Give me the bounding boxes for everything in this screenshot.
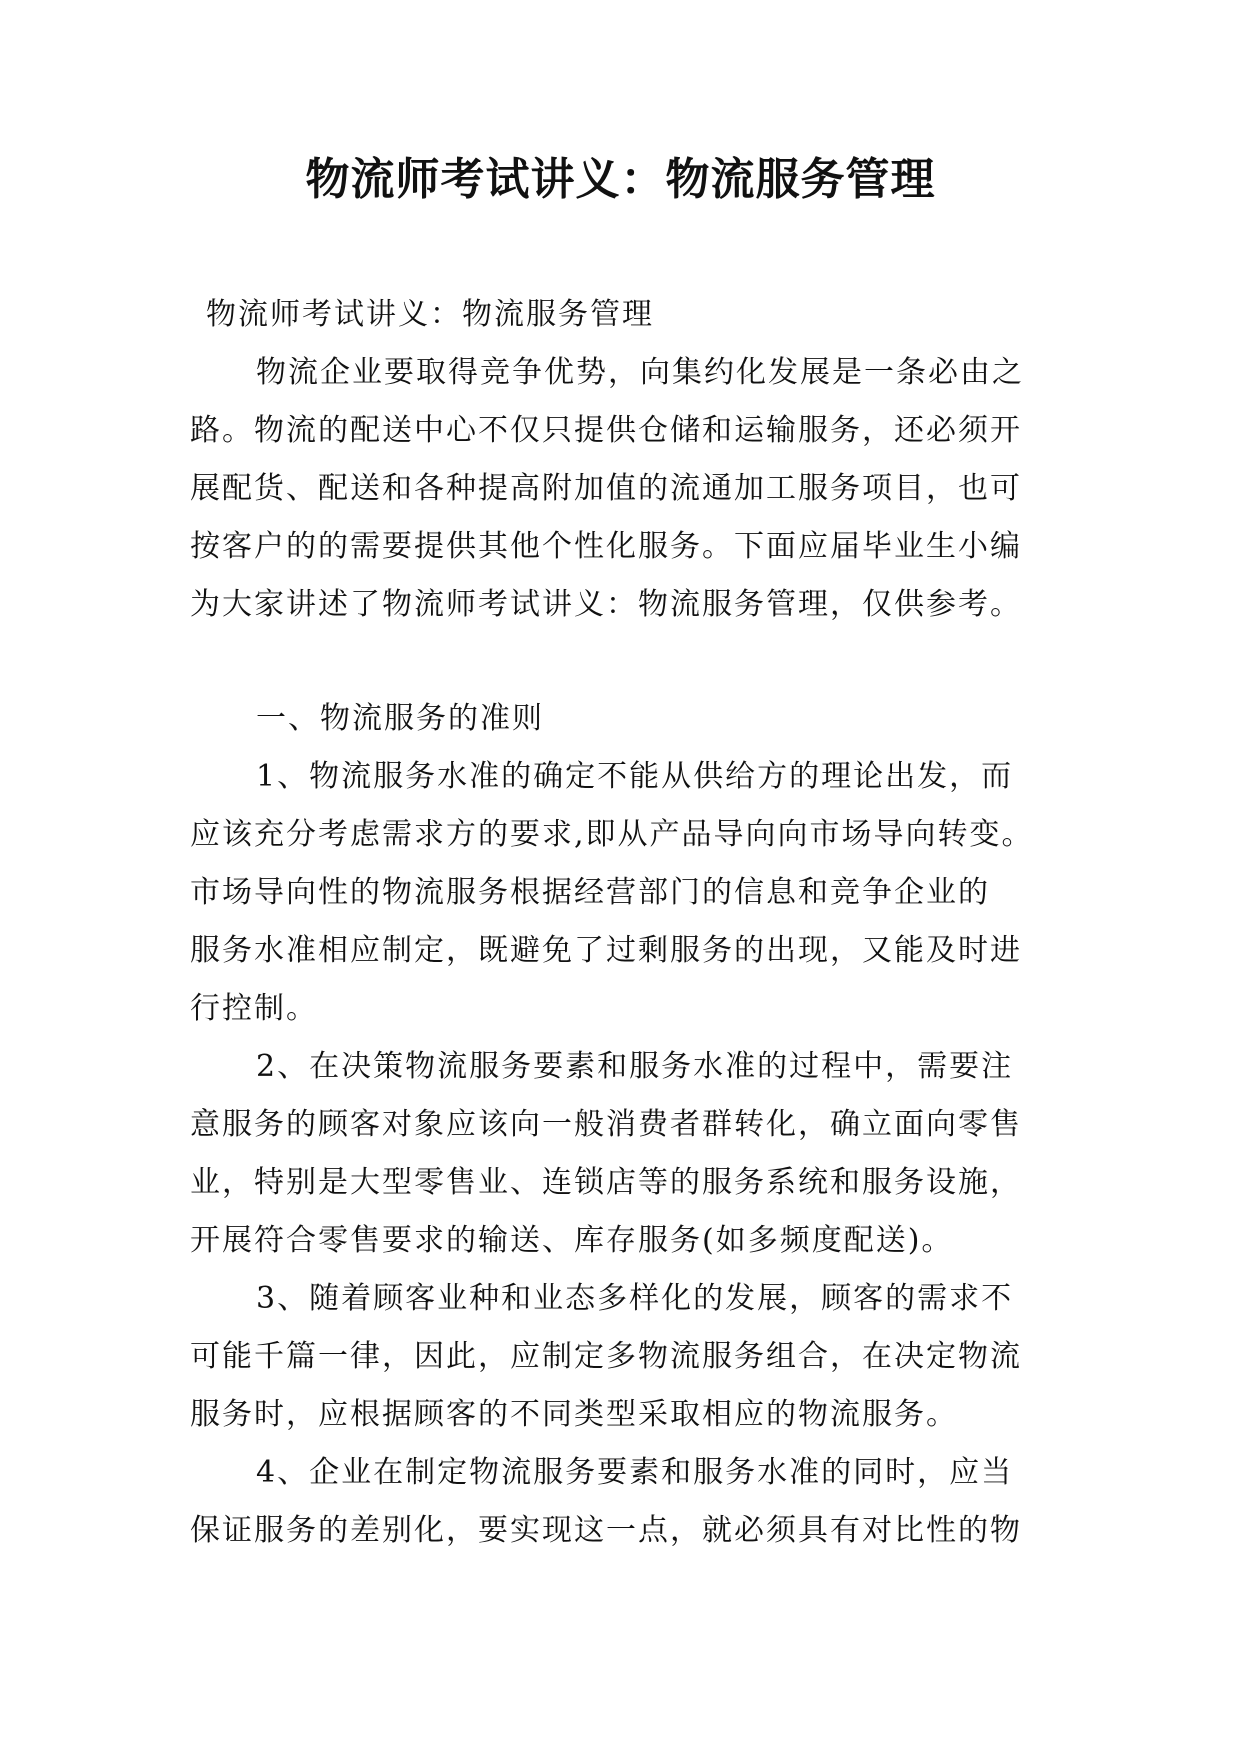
text-line: 3、随着顾客业种和业态多样化的发展，顾客的需求不 bbox=[256, 1281, 1014, 1316]
text-line: 业，特别是大型零售业、连锁店等的服务系统和服务设施， bbox=[190, 1165, 1022, 1200]
text-line: 行控制。 bbox=[190, 991, 318, 1026]
text-line: 按客户的的需要提供其他个性化服务。下面应届毕业生小编 bbox=[190, 529, 1022, 564]
text-line: 市场导向性的物流服务根据经营部门的信息和竞争企业的 bbox=[190, 875, 990, 910]
text-line: 保证服务的差别化，要实现这一点，就必须具有对比性的物 bbox=[190, 1513, 1022, 1548]
text-line: 意服务的顾客对象应该向一般消费者群转化，确立面向零售 bbox=[190, 1107, 1022, 1142]
text-line: 路。物流的配送中心不仅只提供仓储和运输服务，还必须开 bbox=[190, 413, 1022, 448]
document-subtitle: 物流师考试讲义：物流服务管理 bbox=[206, 297, 654, 332]
text-line: 可能千篇一律，因此，应制定多物流服务组合，在决定物流 bbox=[190, 1339, 1022, 1374]
text-line: 展配货、配送和各种提高附加值的流通加工服务项目，也可 bbox=[190, 471, 1022, 506]
text-line: 服务时，应根据顾客的不同类型采取相应的物流服务。 bbox=[190, 1397, 958, 1432]
text-line: 为大家讲述了物流师考试讲义：物流服务管理，仅供参考。 bbox=[190, 587, 1022, 622]
section-heading: 一、物流服务的准则 bbox=[256, 701, 544, 736]
text-line: 应该充分考虑需求方的要求,即从产品导向向市场导向转变。 bbox=[190, 817, 1034, 852]
item-1-paragraph bbox=[190, 748, 1070, 1038]
document-body bbox=[190, 286, 1070, 1560]
text-line: 物流企业要取得竞争优势，向集约化发展是一条必由之 bbox=[256, 355, 1024, 390]
text-line: 4、企业在制定物流服务要素和服务水准的同时，应当 bbox=[256, 1455, 1014, 1490]
text-line: 1、物流服务水准的确定不能从供给方的理论出发，而 bbox=[256, 759, 1014, 794]
item-3-paragraph bbox=[190, 1270, 1070, 1444]
text-line: 开展符合零售要求的输送、库存服务(如多频度配送)。 bbox=[190, 1223, 954, 1258]
intro-paragraph bbox=[190, 344, 1070, 634]
text-line: 服务水准相应制定，既避免了过剩服务的出现，又能及时进 bbox=[190, 933, 1022, 968]
text-line: 2、在决策物流服务要素和服务水准的过程中，需要注 bbox=[256, 1049, 1014, 1084]
document-title: 物流师考试讲义：物流服务管理 bbox=[305, 154, 936, 205]
item-2-paragraph bbox=[190, 1038, 1070, 1270]
item-4-paragraph bbox=[190, 1444, 1070, 1560]
